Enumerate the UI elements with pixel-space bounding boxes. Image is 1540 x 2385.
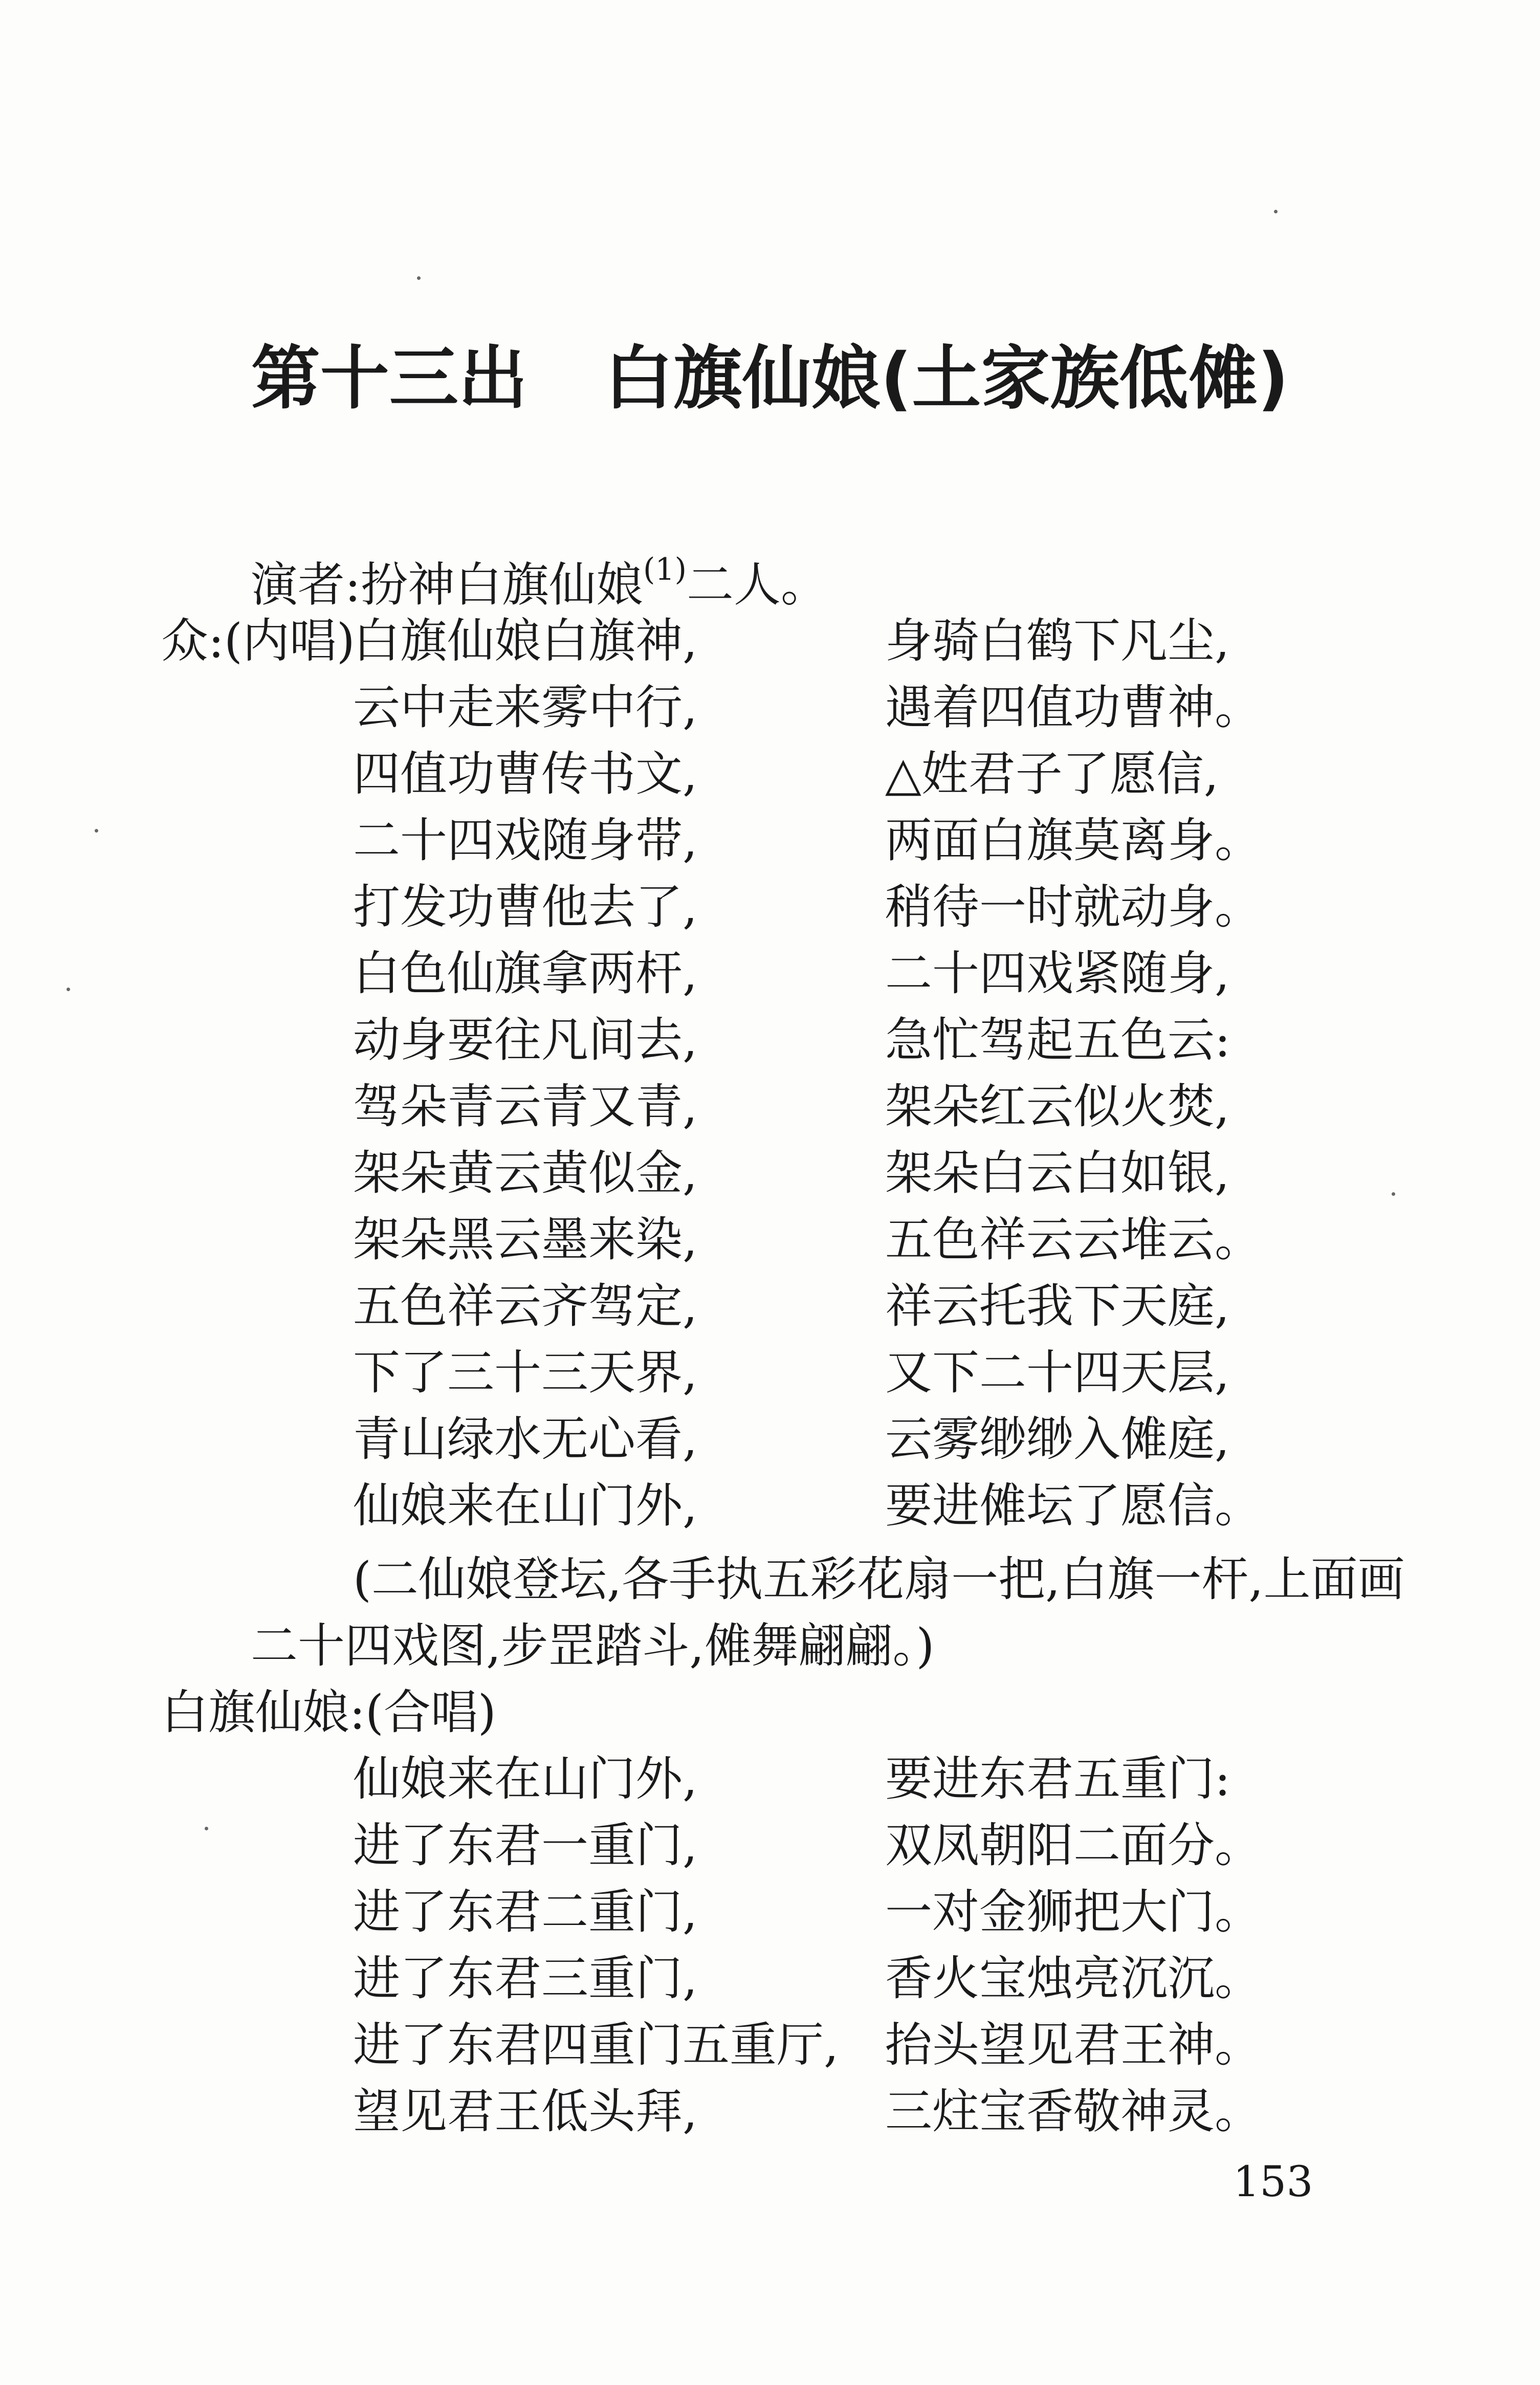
- verse-row: [0, 1340, 1540, 1406]
- verse-left: 动身要往凡间去,: [353, 1013, 698, 1067]
- verse-right: 云雾缈缈入傩庭,: [885, 1412, 1230, 1467]
- verse-left: 仙娘来在山门外,: [353, 1478, 698, 1533]
- verse-right: 架朵白云白如银,: [885, 1146, 1230, 1200]
- speaker-immortals: 白旗仙娘:(合唱): [161, 1685, 496, 1740]
- scan-speck: [205, 1827, 208, 1830]
- verse-row: [0, 1473, 1540, 1539]
- verse-left: 二十四戏随身带,: [353, 813, 698, 868]
- verse-left: 进了东君一重门,: [353, 1818, 698, 1873]
- verse-right: 五色祥云云堆云。: [885, 1212, 1262, 1267]
- verse-row: [0, 2012, 1540, 2078]
- verse-left: 望见君王低头拜,: [353, 2084, 698, 2139]
- verse-left: 打发功曹他去了,: [353, 880, 698, 934]
- verse-row: [0, 674, 1540, 741]
- verse-right: 两面白旗莫离身。: [885, 813, 1262, 868]
- verse-row: [0, 1074, 1540, 1140]
- page-number: 153: [1233, 2158, 1313, 2206]
- verse-left: 五色祥云齐驾定,: [353, 1279, 698, 1333]
- verse-right: 二十四戏紧随身,: [885, 946, 1230, 1001]
- footnote-marker: (1): [643, 552, 687, 587]
- scan-speck: [417, 276, 421, 280]
- verse-left: 青山绿水无心看,: [353, 1412, 698, 1467]
- verse-right: △姓君子了愿信,: [885, 747, 1219, 801]
- verse-left: 云中走来雾中行,: [353, 680, 698, 735]
- verse-right: 香火宝烛亮沉沉。: [885, 1951, 1262, 2006]
- scan-speck: [1274, 210, 1278, 213]
- stage-direction-line-2: 二十四戏图,步罡踏斗,傩舞翩翩。): [251, 1618, 935, 1673]
- verse-right: 急忙驾起五色云:: [885, 1013, 1230, 1067]
- speaker-chorus: 众:(内唱): [161, 614, 355, 668]
- verse-right: 又下二十四天层,: [885, 1345, 1230, 1400]
- verse-left: 白旗仙娘白旗神,: [353, 614, 698, 668]
- verse-left: 下了三十三天界,: [353, 1345, 698, 1400]
- verse-row: [0, 1406, 1540, 1473]
- verse-left: 进了东君四重门五重厅,: [353, 2018, 839, 2072]
- page-title: [0, 333, 1540, 425]
- verse-left: 四值功曹传书文,: [353, 747, 698, 801]
- verse-left: 架朵黑云墨来染,: [353, 1212, 698, 1267]
- performers-suffix: 二人。: [687, 557, 828, 612]
- verse-row: [0, 1207, 1540, 1273]
- performers-prefix: 演者:扮神白旗仙娘: [251, 557, 643, 612]
- verse-right: 要进傩坛了愿信。: [885, 1478, 1262, 1533]
- verse-left: 进了东君二重门,: [353, 1885, 698, 1939]
- chapter-name: 白旗仙娘(土家族低傩): [604, 338, 1289, 419]
- verse-right: 一对金狮把大门。: [885, 1885, 1262, 1939]
- verse-row: [0, 741, 1540, 807]
- verse-right: 遇着四值功曹神。: [885, 680, 1262, 735]
- scan-speck: [1392, 1192, 1395, 1196]
- verse-right: 双凤朝阳二面分。: [885, 1818, 1262, 1873]
- verse-left: 架朵黄云黄似金,: [353, 1146, 698, 1200]
- verse-left: 白色仙旗拿两杆,: [353, 946, 698, 1001]
- chapter-number: 第十三出: [251, 338, 527, 419]
- verse-row: [0, 608, 1540, 674]
- verse-right: 三炷宝香敬神灵。: [885, 2084, 1262, 2139]
- verse-row: [0, 1945, 1540, 2012]
- verse-left: 仙娘来在山门外,: [353, 1752, 698, 1806]
- verse-left: 驾朵青云青又青,: [353, 1079, 698, 1134]
- verse-row: [0, 1273, 1540, 1340]
- verse-row: [0, 807, 1540, 874]
- verse-right: 架朵红云似火焚,: [885, 1079, 1230, 1134]
- stage-direction-line-1: (二仙娘登坛,各手执五彩花扇一把,白旗一杆,上面画: [353, 1552, 1405, 1607]
- verse-row: [0, 1879, 1540, 1945]
- scan-speck: [67, 988, 70, 991]
- verse-row: [0, 1746, 1540, 1812]
- verse-row: [0, 1007, 1540, 1074]
- verse-right: 身骑白鹤下凡尘,: [885, 614, 1230, 668]
- scan-speck: [95, 829, 98, 833]
- verse-row: [0, 2078, 1540, 2145]
- verse-row: [0, 940, 1540, 1007]
- verse-row: [0, 874, 1540, 940]
- performers-line: [251, 541, 828, 619]
- verse-row: [0, 1140, 1540, 1207]
- verse-right: 要进东君五重门:: [885, 1752, 1230, 1806]
- verse-right: 抬头望见君王神。: [885, 2018, 1262, 2072]
- verse-right: 祥云托我下天庭,: [885, 1279, 1230, 1333]
- verse-right: 稍待一时就动身。: [885, 880, 1262, 934]
- verse-left: 进了东君三重门,: [353, 1951, 698, 2006]
- verse-row: [0, 1812, 1540, 1879]
